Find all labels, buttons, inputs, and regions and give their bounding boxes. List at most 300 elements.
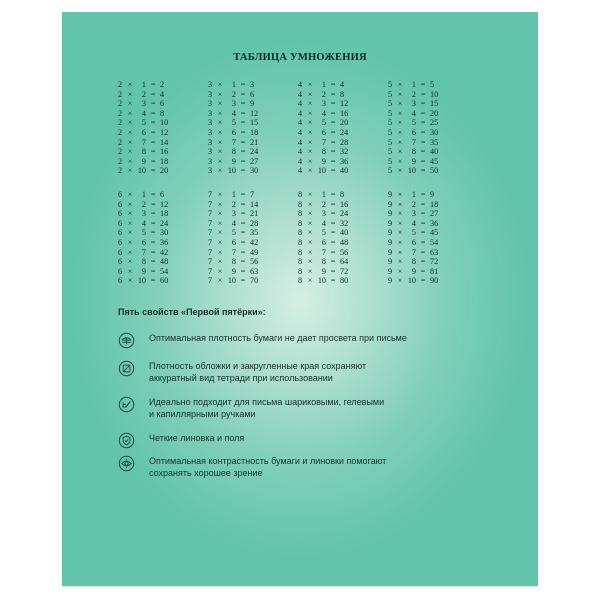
- product: 40: [340, 228, 349, 238]
- multiplier: 10: [227, 166, 236, 176]
- equals-sign: =: [240, 99, 246, 109]
- times-sign: ×: [307, 137, 313, 147]
- multiplicand: 4: [297, 89, 303, 99]
- equals-sign: =: [330, 247, 336, 257]
- table-row: [206, 157, 262, 167]
- product: 4: [160, 89, 165, 99]
- product: 45: [430, 156, 439, 166]
- multiplicand: 6: [117, 237, 123, 247]
- multiplicand: 5: [387, 147, 393, 157]
- times-sign: ×: [397, 266, 403, 276]
- times-sign: ×: [307, 108, 313, 118]
- multiplier: 2: [411, 199, 416, 209]
- multiplicand: 6: [117, 276, 123, 286]
- property-item: [118, 396, 479, 420]
- times-sign: ×: [307, 80, 313, 89]
- multiplicand: 5: [387, 108, 393, 118]
- product: 16: [340, 108, 349, 118]
- table-row: [386, 209, 442, 219]
- equals-sign: =: [420, 266, 426, 276]
- product: 20: [340, 118, 349, 128]
- table-row: [116, 276, 172, 286]
- multiplier: 4: [231, 218, 236, 228]
- times-sign: ×: [127, 228, 133, 238]
- table-row: [116, 118, 172, 128]
- equals-sign: =: [240, 209, 246, 219]
- table-row: [386, 248, 442, 258]
- equals-sign: =: [420, 147, 426, 157]
- multiplicand: 3: [207, 80, 213, 89]
- multiplicand: 2: [117, 147, 123, 157]
- table-row: [296, 147, 352, 157]
- property-text: Идеально подходит для письма шариковыми, гелевыми и капиллярными ручками: [149, 397, 385, 419]
- times-sign: ×: [127, 137, 133, 147]
- multiplication-table-9: [386, 190, 442, 286]
- times-sign: ×: [397, 209, 403, 219]
- table-row: [296, 219, 352, 229]
- equals-sign: =: [150, 118, 156, 128]
- table-row: [116, 200, 172, 210]
- product: 7: [250, 190, 255, 199]
- product: 24: [340, 127, 349, 137]
- multiplier: 8: [141, 257, 146, 267]
- product: 45: [430, 228, 439, 238]
- times-sign: ×: [397, 147, 403, 157]
- table-row: [206, 80, 262, 90]
- times-sign: ×: [127, 80, 133, 89]
- table-row: [116, 228, 172, 238]
- product: 42: [160, 247, 169, 257]
- multiplier: 7: [141, 137, 146, 147]
- product: 5: [430, 80, 435, 89]
- multiplicand: 3: [207, 166, 213, 176]
- times-sign: ×: [217, 108, 223, 118]
- equals-sign: =: [330, 137, 336, 147]
- product: 20: [160, 166, 169, 176]
- multiplicand: 3: [207, 118, 213, 128]
- multiplier: 3: [231, 209, 236, 219]
- product: 6: [160, 190, 165, 199]
- multiplicand: 5: [387, 99, 393, 109]
- multiplicand: 7: [207, 218, 213, 228]
- table-row: [386, 128, 442, 138]
- times-sign: ×: [127, 209, 133, 219]
- product: 36: [160, 237, 169, 247]
- equals-sign: =: [330, 190, 336, 199]
- multiplier: 7: [231, 137, 236, 147]
- multiplicand: 4: [297, 147, 303, 157]
- multiplicand: 5: [387, 127, 393, 137]
- equals-sign: =: [240, 237, 246, 247]
- shield-check-icon: [118, 432, 135, 449]
- product: 10: [160, 118, 169, 128]
- times-sign: ×: [397, 257, 403, 267]
- multiplier: 4: [411, 218, 416, 228]
- multiplicand: 3: [207, 147, 213, 157]
- properties-heading: Пять свойств «Первой пятёрки»:: [118, 307, 266, 317]
- equals-sign: =: [330, 209, 336, 219]
- product: 70: [250, 276, 259, 286]
- multiplier: 1: [141, 80, 146, 89]
- multiplicand: 3: [207, 89, 213, 99]
- table-row: [386, 219, 442, 229]
- equals-sign: =: [240, 147, 246, 157]
- equals-sign: =: [150, 89, 156, 99]
- multiplicand: 4: [297, 166, 303, 176]
- equals-sign: =: [420, 218, 426, 228]
- equals-sign: =: [420, 209, 426, 219]
- product: 27: [250, 156, 259, 166]
- multiplicand: 7: [207, 257, 213, 267]
- times-sign: ×: [217, 127, 223, 137]
- times-sign: ×: [397, 137, 403, 147]
- multiplier: 8: [321, 257, 326, 267]
- multiplicand: 9: [387, 190, 393, 199]
- equals-sign: =: [420, 118, 426, 128]
- table-row: [386, 190, 442, 200]
- product: 64: [340, 257, 349, 267]
- table-row: [206, 190, 262, 200]
- times-sign: ×: [307, 127, 313, 137]
- product: 18: [160, 156, 169, 166]
- multiplier: 9: [231, 266, 236, 276]
- multiplier: 2: [141, 89, 146, 99]
- times-sign: ×: [217, 156, 223, 166]
- multiplier: 2: [411, 89, 416, 99]
- equals-sign: =: [240, 156, 246, 166]
- table-row: [296, 157, 352, 167]
- times-sign: ×: [217, 137, 223, 147]
- table-row: [116, 99, 172, 109]
- equals-sign: =: [330, 166, 336, 176]
- multiplicand: 9: [387, 237, 393, 247]
- multiplier: 6: [231, 127, 236, 137]
- equals-sign: =: [240, 166, 246, 176]
- multiplicand: 7: [207, 199, 213, 209]
- multiplier: 5: [231, 228, 236, 238]
- multiplicand: 2: [117, 156, 123, 166]
- times-sign: ×: [127, 108, 133, 118]
- product: 14: [250, 199, 259, 209]
- product: 56: [250, 257, 259, 267]
- multiplier: 7: [321, 137, 326, 147]
- equals-sign: =: [420, 237, 426, 247]
- equals-sign: =: [150, 147, 156, 157]
- product: 56: [340, 247, 349, 257]
- multiplier: 3: [411, 99, 416, 109]
- times-sign: ×: [217, 199, 223, 209]
- times-sign: ×: [127, 166, 133, 176]
- property-text: Четкие линовка и поля: [149, 433, 245, 443]
- table-row: [296, 118, 352, 128]
- product: 72: [430, 257, 439, 267]
- equals-sign: =: [240, 118, 246, 128]
- multiplicand: 9: [387, 266, 393, 276]
- product: 18: [160, 209, 169, 219]
- table-row: [206, 200, 262, 210]
- times-sign: ×: [127, 247, 133, 257]
- table-row: [386, 138, 442, 148]
- table-row: [296, 90, 352, 100]
- multiplier: 3: [141, 99, 146, 109]
- multiplicand: 7: [207, 237, 213, 247]
- times-sign: ×: [127, 266, 133, 276]
- multiplier: 9: [141, 156, 146, 166]
- times-sign: ×: [217, 228, 223, 238]
- times-sign: ×: [307, 99, 313, 109]
- times-sign: ×: [307, 228, 313, 238]
- table-row: [296, 248, 352, 258]
- times-sign: ×: [397, 99, 403, 109]
- table-row: [116, 238, 172, 248]
- equals-sign: =: [240, 80, 246, 89]
- product: 54: [430, 237, 439, 247]
- table-row: [296, 257, 352, 267]
- table-row: [296, 238, 352, 248]
- table-row: [116, 267, 172, 277]
- multiplicand: 8: [297, 209, 303, 219]
- equals-sign: =: [420, 156, 426, 166]
- multiplier: 4: [321, 108, 326, 118]
- multiplicand: 8: [297, 276, 303, 286]
- multiplier: 7: [411, 247, 416, 257]
- table-row: [116, 90, 172, 100]
- product: 8: [160, 108, 165, 118]
- equals-sign: =: [240, 190, 246, 199]
- multiplier: 3: [411, 209, 416, 219]
- equals-sign: =: [330, 156, 336, 166]
- product: 25: [430, 118, 439, 128]
- equals-sign: =: [150, 228, 156, 238]
- property-item: [118, 432, 479, 449]
- multiplier: 5: [141, 228, 146, 238]
- table-row: [116, 138, 172, 148]
- multiplicand: 2: [117, 89, 123, 99]
- product: 6: [160, 99, 165, 109]
- multiplier: 5: [321, 228, 326, 238]
- multiplier: 8: [141, 147, 146, 157]
- multiplicand: 2: [117, 137, 123, 147]
- multiplicand: 4: [297, 118, 303, 128]
- equals-sign: =: [150, 108, 156, 118]
- times-sign: ×: [397, 108, 403, 118]
- table-row: [116, 257, 172, 267]
- times-sign: ×: [127, 127, 133, 137]
- multiplier: 2: [141, 199, 146, 209]
- multiplier: 5: [411, 118, 416, 128]
- multiplicand: 3: [207, 137, 213, 147]
- equals-sign: =: [420, 228, 426, 238]
- product: 24: [340, 209, 349, 219]
- multiplier: 1: [321, 80, 326, 89]
- product: 10: [430, 89, 439, 99]
- times-sign: ×: [397, 127, 403, 137]
- paper-density-icon: [118, 332, 135, 349]
- multiplier: 9: [321, 266, 326, 276]
- product: 81: [430, 266, 439, 276]
- product: 27: [430, 209, 439, 219]
- multiplicand: 9: [387, 257, 393, 267]
- equals-sign: =: [330, 228, 336, 238]
- multiplication-table-6: [116, 190, 172, 286]
- multiplicand: 9: [387, 247, 393, 257]
- product: 4: [340, 80, 345, 89]
- multiplication-table-4: [296, 80, 352, 176]
- product: 35: [250, 228, 259, 238]
- times-sign: ×: [397, 166, 403, 176]
- product: 30: [160, 228, 169, 238]
- multiplier: 1: [231, 80, 236, 89]
- multiplication-table-3: [206, 80, 262, 176]
- multiplier: 7: [231, 247, 236, 257]
- equals-sign: =: [420, 89, 426, 99]
- equals-sign: =: [240, 127, 246, 137]
- table-row: [206, 147, 262, 157]
- table-row: [206, 238, 262, 248]
- product: 60: [160, 276, 169, 286]
- multiplier: 4: [321, 218, 326, 228]
- times-sign: ×: [397, 218, 403, 228]
- multiplicand: 7: [207, 247, 213, 257]
- table-row: [296, 109, 352, 119]
- times-sign: ×: [127, 156, 133, 166]
- times-sign: ×: [307, 266, 313, 276]
- product: 6: [250, 89, 255, 99]
- equals-sign: =: [150, 266, 156, 276]
- product: 48: [160, 257, 169, 267]
- multiplier: 7: [321, 247, 326, 257]
- equals-sign: =: [330, 99, 336, 109]
- multiplier: 10: [317, 166, 326, 176]
- equals-sign: =: [330, 147, 336, 157]
- multiplicand: 8: [297, 257, 303, 267]
- product: 63: [430, 247, 439, 257]
- multiplicand: 8: [297, 237, 303, 247]
- table-row: [386, 200, 442, 210]
- multiplicand: 2: [117, 127, 123, 137]
- times-sign: ×: [217, 166, 223, 176]
- table-row: [296, 128, 352, 138]
- table-row: [386, 276, 442, 286]
- equals-sign: =: [420, 276, 426, 286]
- multiplicand: 3: [207, 156, 213, 166]
- multiplier: 8: [411, 257, 416, 267]
- product: 12: [160, 199, 169, 209]
- times-sign: ×: [307, 190, 313, 199]
- times-sign: ×: [127, 89, 133, 99]
- equals-sign: =: [240, 276, 246, 286]
- equals-sign: =: [330, 257, 336, 267]
- multiplicand: 6: [117, 228, 123, 238]
- equals-sign: =: [150, 166, 156, 176]
- product: 24: [160, 218, 169, 228]
- table-row: [296, 276, 352, 286]
- notebook-cover: [62, 12, 538, 586]
- product: 36: [340, 156, 349, 166]
- multiplicand: 2: [117, 99, 123, 109]
- table-row: [116, 128, 172, 138]
- times-sign: ×: [217, 80, 223, 89]
- multiplier: 3: [321, 209, 326, 219]
- table-row: [296, 190, 352, 200]
- table-row: [386, 147, 442, 157]
- multiplier: 3: [141, 209, 146, 219]
- equals-sign: =: [240, 247, 246, 257]
- multiplicand: 3: [207, 108, 213, 118]
- times-sign: ×: [127, 147, 133, 157]
- table-row: [116, 80, 172, 90]
- multiplicand: 2: [117, 108, 123, 118]
- equals-sign: =: [240, 199, 246, 209]
- times-sign: ×: [127, 218, 133, 228]
- product: 30: [430, 127, 439, 137]
- table-row: [116, 219, 172, 229]
- multiplicand: 4: [297, 127, 303, 137]
- product: 63: [250, 266, 259, 276]
- product: 48: [340, 237, 349, 247]
- multiplicand: 5: [387, 166, 393, 176]
- equals-sign: =: [420, 127, 426, 137]
- equals-sign: =: [330, 218, 336, 228]
- multiplicand: 5: [387, 156, 393, 166]
- table-row: [206, 118, 262, 128]
- multiplier: 6: [141, 237, 146, 247]
- rounded-corner-icon: [118, 360, 135, 377]
- table-row: [386, 118, 442, 128]
- equals-sign: =: [150, 190, 156, 199]
- multiplication-tables: [62, 12, 538, 586]
- product: 9: [430, 190, 435, 199]
- multiplicand: 4: [297, 137, 303, 147]
- times-sign: ×: [307, 118, 313, 128]
- multiplicand: 2: [117, 80, 123, 89]
- times-sign: ×: [397, 228, 403, 238]
- multiplicand: 5: [387, 118, 393, 128]
- table-row: [386, 157, 442, 167]
- equals-sign: =: [150, 257, 156, 267]
- times-sign: ×: [307, 276, 313, 286]
- multiplicand: 4: [297, 99, 303, 109]
- multiplicand: 8: [297, 218, 303, 228]
- times-sign: ×: [397, 237, 403, 247]
- product: 72: [340, 266, 349, 276]
- times-sign: ×: [127, 199, 133, 209]
- multiplicand: 4: [297, 156, 303, 166]
- table-row: [206, 128, 262, 138]
- multiplier: 2: [321, 89, 326, 99]
- product: 2: [160, 80, 165, 89]
- product: 28: [250, 218, 259, 228]
- equals-sign: =: [330, 80, 336, 89]
- property-item: [118, 360, 479, 384]
- equals-sign: =: [420, 199, 426, 209]
- multiplier: 1: [411, 80, 416, 89]
- product: 40: [340, 166, 349, 176]
- times-sign: ×: [217, 218, 223, 228]
- table-row: [206, 90, 262, 100]
- table-row: [296, 80, 352, 90]
- multiplier: 5: [321, 118, 326, 128]
- times-sign: ×: [307, 89, 313, 99]
- multiplier: 10: [407, 276, 416, 286]
- multiplicand: 5: [387, 137, 393, 147]
- multiplicand: 9: [387, 228, 393, 238]
- table-row: [116, 157, 172, 167]
- table-row: [206, 248, 262, 258]
- multiplier: 8: [411, 147, 416, 157]
- multiplicand: 2: [117, 166, 123, 176]
- equals-sign: =: [420, 247, 426, 257]
